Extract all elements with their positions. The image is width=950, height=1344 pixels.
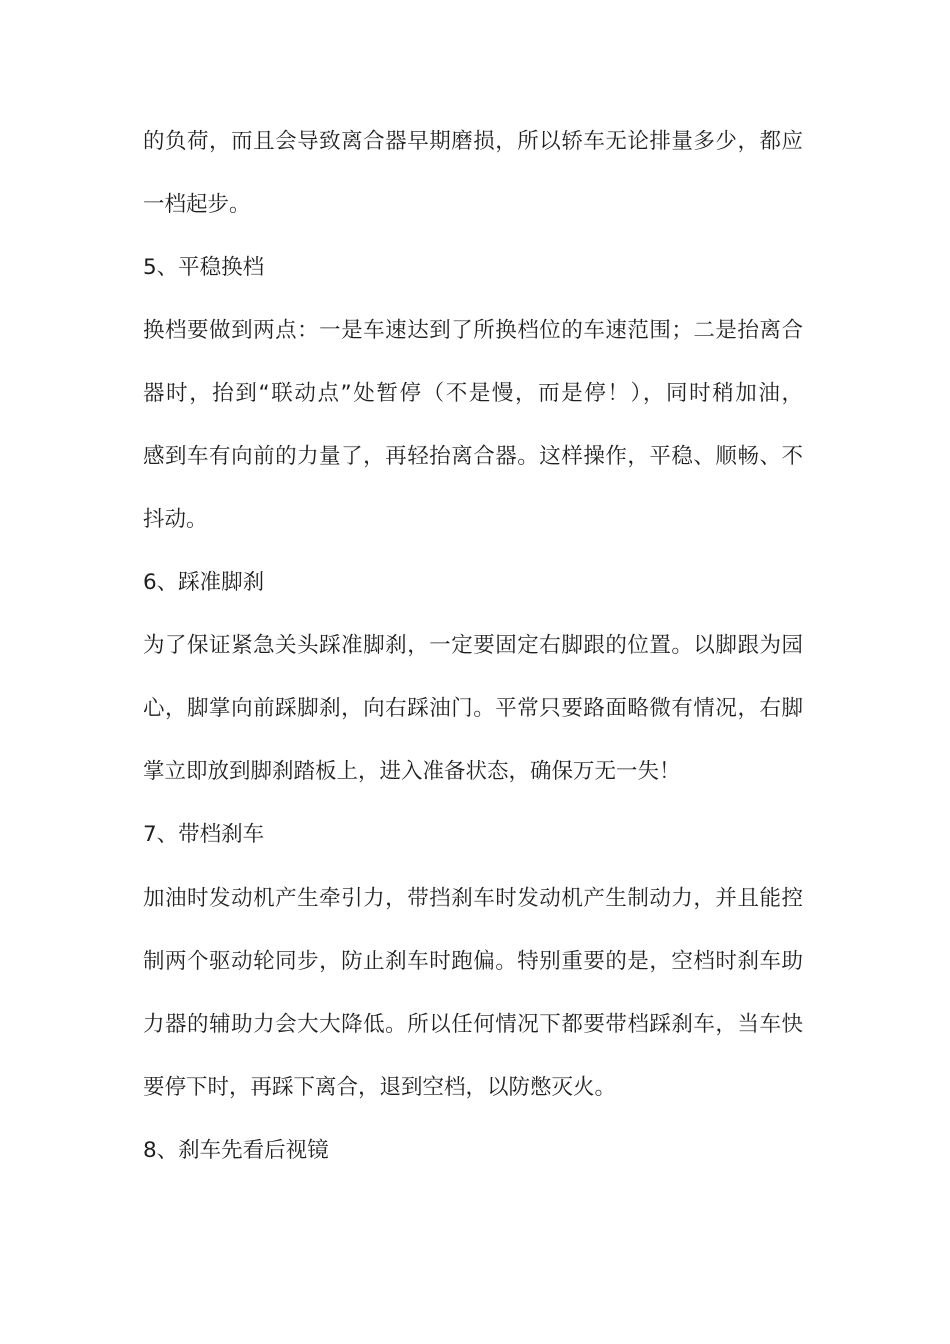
paragraph-line: 为了保证紧急关头踩准脚刹，一定要固定右脚跟的位置。以脚跟为园 xyxy=(143,633,803,658)
paragraph-line: 一档起步。 xyxy=(143,192,251,217)
paragraph-line: 器时，抬到“联动点”处暂停（不是慢，而是停！），同时稍加油， xyxy=(143,381,803,406)
section-heading: 5、平稳换档 xyxy=(143,255,265,280)
section-heading: 6、踩准脚刹 xyxy=(143,570,265,595)
paragraph-line: 力器的辅助力会大大降低。所以任何情况下都要带档踩刹车，当车快 xyxy=(143,1012,803,1037)
paragraph-line: 感到车有向前的力量了，再轻抬离合器。这样操作，平稳、顺畅、不 xyxy=(143,444,803,469)
paragraph-line: 掌立即放到脚刹踏板上，进入准备状态，确保万无一失！ xyxy=(143,759,681,784)
paragraph-line: 心，脚掌向前踩脚刹，向右踩油门。平常只要路面略微有情况，右脚 xyxy=(143,696,803,721)
section-heading: 7、带档刹车 xyxy=(143,822,265,847)
paragraph-line: 制两个驱动轮同步，防止刹车时跑偏。特别重要的是，空档时刹车助 xyxy=(143,949,803,974)
paragraph-line: 换档要做到两点：一是车速达到了所换档位的车速范围；二是抬离合 xyxy=(143,318,803,343)
section-heading: 8、刹车先看后视镜 xyxy=(143,1138,329,1163)
paragraph-line: 的负荷，而且会导致离合器早期磨损，所以轿车无论排量多少，都应 xyxy=(143,129,803,154)
paragraph-line: 抖动。 xyxy=(143,507,208,532)
paragraph-line: 加油时发动机产生牵引力，带挡刹车时发动机产生制动力，并且能控 xyxy=(143,886,803,911)
paragraph-line: 要停下时，再踩下离合，退到空档，以防憋灭火。 xyxy=(143,1075,617,1100)
